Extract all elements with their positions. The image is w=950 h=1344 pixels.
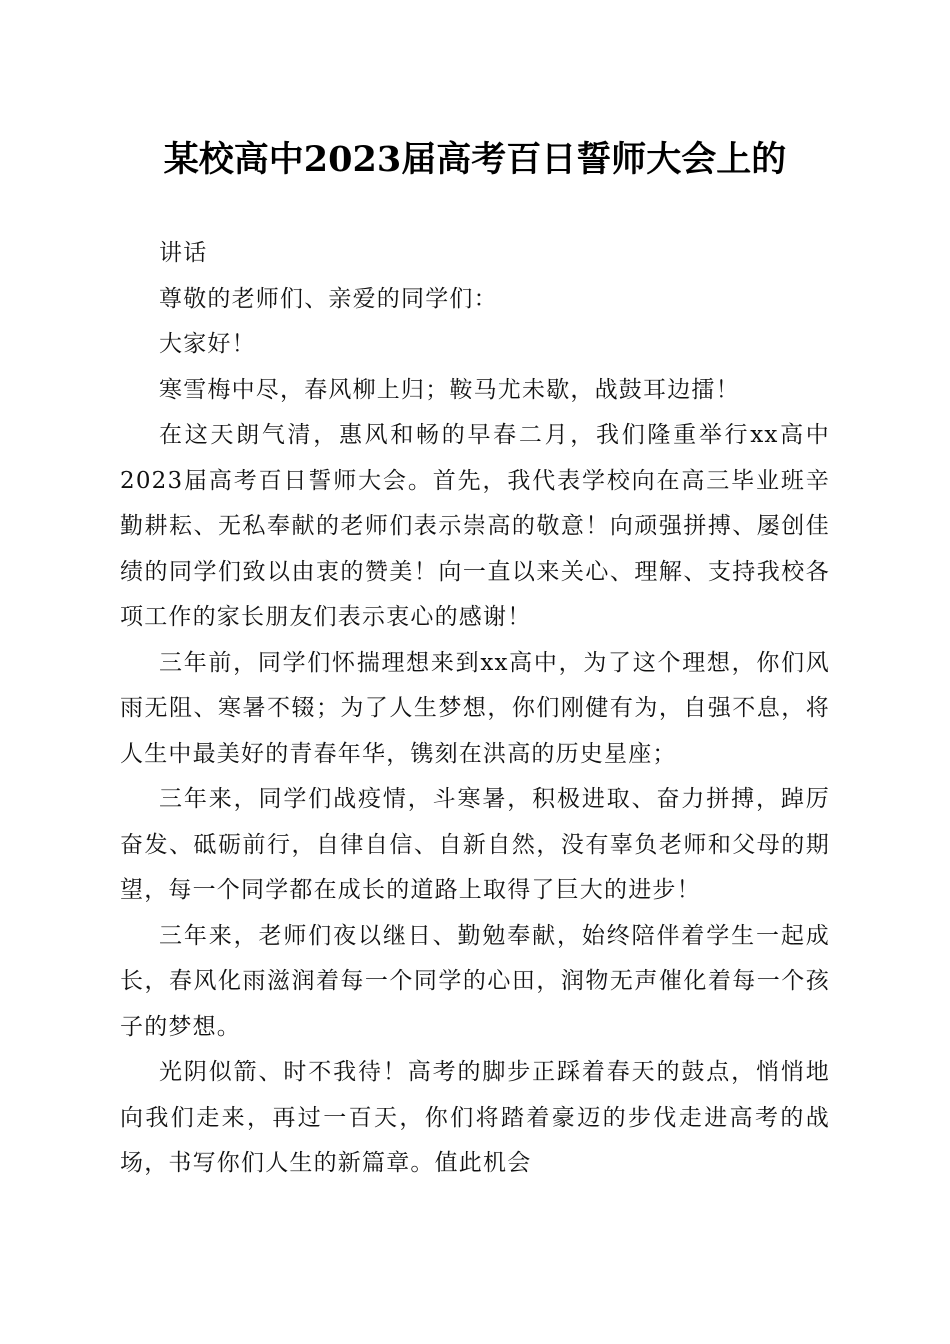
- paragraph-opening: 在这天朗气清，惠风和畅的早春二月，我们隆重举行xx高中2023届高考百日誓师大会。首先，我代表学校向在高三毕业班辛勤耕耘、无私奉献的老师们表示崇高的敬意！向顽强拼搏、屡创佳绩的同学们致以由衷的赞美！向一直以来关心、理解、支持我校各项工作的家长朋友们表示衷心的感谢！: [120, 422, 830, 630]
- paragraph-speech-label: 讲话: [159, 240, 208, 266]
- paragraph-students-progress: 三年来，同学们战疫情，斗寒暑，积极进取、奋力拼搏，踔厉奋发、砥砺前行，自律自信、自新自然，没有辜负老师和父母的期望，每一个同学都在成长的道路上取得了巨大的进步！: [120, 786, 830, 903]
- document-body: [120, 231, 830, 1187]
- paragraph-greeting: 大家好！: [159, 331, 256, 357]
- paragraph-countdown: 光阴似箭、时不我待！高考的脚步正踩着春天的鼓点，悄悄地向我们走来，再过一百天，你们将踏着豪迈的步伐走进高考的战场，书写你们人生的新篇章。值此机会: [120, 1059, 830, 1176]
- document-title: 某校高中2023届高考百日誓师大会上的: [163, 139, 787, 180]
- paragraph-salutation: 尊敬的老师们、亲爱的同学们：: [159, 285, 498, 312]
- paragraph-three-years-ago: 三年前，同学们怀揣理想来到xx高中，为了这个理想，你们风雨无阻、寒暑不辍；为了人生梦想，你们刚健有为，自强不息，将人生中最美好的青春年华，镌刻在洪高的历史星座；: [120, 649, 830, 767]
- paragraph-teachers-dedication: 三年来，老师们夜以继日、勤勉奉献，始终陪伴着学生一起成长，春风化雨滋润着每一个同学的心田，润物无声催化着每一个孩子的梦想。: [120, 922, 830, 1040]
- paragraph-couplet: 寒雪梅中尽，春风柳上归；鞍马尤未歇，战鼓耳边擂！: [159, 376, 740, 403]
